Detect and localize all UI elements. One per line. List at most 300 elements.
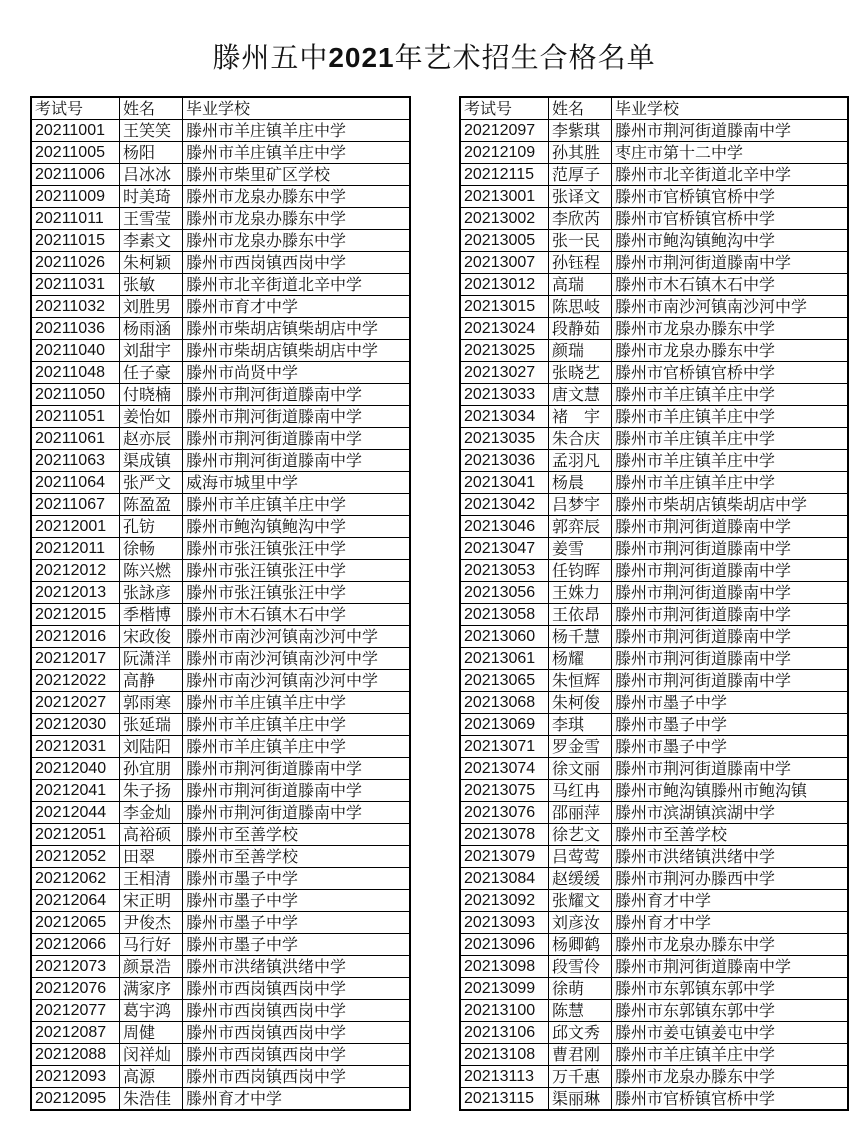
table-row <box>32 758 410 780</box>
exam-id-cell: 20213024 <box>461 318 549 340</box>
school-cell: 滕州市荆河办滕西中学 <box>612 868 848 890</box>
school-cell: 滕州市羊庄镇羊庄中学 <box>183 714 410 736</box>
exam-id-cell: 20211005 <box>32 142 120 164</box>
student-name-cell: 曹君刚 <box>549 1044 612 1066</box>
student-name-cell: 杨卿鹤 <box>549 934 612 956</box>
student-name-cell: 孔钫 <box>120 516 183 538</box>
exam-id-cell: 20212016 <box>32 626 120 648</box>
header-exam-id: 考试号 <box>32 98 120 120</box>
student-name-cell: 张詠彦 <box>120 582 183 604</box>
school-cell: 滕州市龙泉办滕东中学 <box>183 230 410 252</box>
student-name-cell: 朱浩佳 <box>120 1088 183 1110</box>
school-cell: 滕州市滨湖镇滨湖中学 <box>612 802 848 824</box>
student-name-cell: 张延瑞 <box>120 714 183 736</box>
title-year: 2021 <box>328 42 395 73</box>
table-row <box>461 186 848 208</box>
school-cell: 滕州市南沙河镇南沙河中学 <box>183 648 410 670</box>
table-row <box>461 626 848 648</box>
student-name-cell: 陈盈盈 <box>120 494 183 516</box>
exam-id-cell: 20211064 <box>32 472 120 494</box>
student-name-cell: 马红冉 <box>549 780 612 802</box>
student-name-cell: 任子豪 <box>120 362 183 384</box>
student-name-cell: 段静茹 <box>549 318 612 340</box>
table-row <box>32 362 410 384</box>
table-row <box>461 868 848 890</box>
table-row <box>32 802 410 824</box>
school-cell: 滕州市荆河街道滕南中学 <box>612 626 848 648</box>
student-name-cell: 褚 宇 <box>549 406 612 428</box>
table-row <box>32 208 410 230</box>
student-name-cell: 杨阳 <box>120 142 183 164</box>
table-row <box>32 472 410 494</box>
student-name-cell: 赵缓缓 <box>549 868 612 890</box>
table-row <box>32 1088 410 1110</box>
student-name-cell: 高静 <box>120 670 183 692</box>
table-row <box>461 164 848 186</box>
table-row <box>461 318 848 340</box>
student-name-cell: 张严文 <box>120 472 183 494</box>
table-row <box>32 230 410 252</box>
school-cell: 滕州育才中学 <box>612 912 848 934</box>
exam-id-cell: 20211006 <box>32 164 120 186</box>
school-cell: 滕州市荆河街道滕南中学 <box>183 802 410 824</box>
table-row <box>32 186 410 208</box>
table-row <box>461 780 848 802</box>
school-cell: 滕州市张汪镇张汪中学 <box>183 538 410 560</box>
exam-id-cell: 20213079 <box>461 846 549 868</box>
student-name-cell: 朱柯俊 <box>549 692 612 714</box>
exam-id-cell: 20213061 <box>461 648 549 670</box>
school-cell: 滕州市西岗镇西岗中学 <box>183 252 410 274</box>
school-cell: 滕州市柴胡店镇柴胡店中学 <box>183 340 410 362</box>
school-cell: 滕州市张汪镇张汪中学 <box>183 582 410 604</box>
exam-id-cell: 20212015 <box>32 604 120 626</box>
student-name-cell: 任钧晖 <box>549 560 612 582</box>
school-cell: 滕州市墨子中学 <box>612 714 848 736</box>
table-row <box>461 1000 848 1022</box>
exam-id-cell: 20211050 <box>32 384 120 406</box>
student-name-cell: 杨雨涵 <box>120 318 183 340</box>
exam-id-cell: 20213106 <box>461 1022 549 1044</box>
table-row <box>32 868 410 890</box>
table-row <box>461 824 848 846</box>
student-name-cell: 杨千慧 <box>549 626 612 648</box>
school-cell: 滕州市西岗镇西岗中学 <box>183 1022 410 1044</box>
school-cell: 滕州市尚贤中学 <box>183 362 410 384</box>
school-cell: 滕州市张汪镇张汪中学 <box>183 560 410 582</box>
student-name-cell: 渠丽琳 <box>549 1088 612 1110</box>
exam-id-cell: 20211067 <box>32 494 120 516</box>
student-name-cell: 郭弈辰 <box>549 516 612 538</box>
school-cell: 滕州市柴胡店镇柴胡店中学 <box>612 494 848 516</box>
exam-id-cell: 20211031 <box>32 274 120 296</box>
table-row <box>32 538 410 560</box>
student-name-cell: 阮潇洋 <box>120 648 183 670</box>
exam-id-cell: 20211032 <box>32 296 120 318</box>
exam-id-cell: 20211015 <box>32 230 120 252</box>
student-name-cell: 李素文 <box>120 230 183 252</box>
exam-id-cell: 20213007 <box>461 252 549 274</box>
exam-id-cell: 20212087 <box>32 1022 120 1044</box>
student-name-cell: 吕冰冰 <box>120 164 183 186</box>
table-row <box>32 428 410 450</box>
student-name-cell: 王依昂 <box>549 604 612 626</box>
exam-id-cell: 20212027 <box>32 692 120 714</box>
table-row <box>461 494 848 516</box>
table-row <box>32 912 410 934</box>
student-name-cell: 付晓楠 <box>120 384 183 406</box>
table-row <box>32 450 410 472</box>
student-name-cell: 宋政俊 <box>120 626 183 648</box>
school-cell: 滕州市龙泉办滕东中学 <box>183 186 410 208</box>
exam-id-cell: 20213069 <box>461 714 549 736</box>
exam-id-cell: 20212030 <box>32 714 120 736</box>
table-row <box>461 142 848 164</box>
table-row <box>32 714 410 736</box>
exam-id-cell: 20213100 <box>461 1000 549 1022</box>
table-row <box>32 296 410 318</box>
table-row <box>461 1022 848 1044</box>
school-cell: 滕州市羊庄镇羊庄中学 <box>612 428 848 450</box>
table-row <box>32 670 410 692</box>
school-cell: 滕州市羊庄镇羊庄中学 <box>612 406 848 428</box>
student-name-cell: 邱文秀 <box>549 1022 612 1044</box>
exam-id-cell: 20212064 <box>32 890 120 912</box>
exam-id-cell: 20213005 <box>461 230 549 252</box>
table-row <box>461 802 848 824</box>
table-row <box>32 648 410 670</box>
exam-id-cell: 20212040 <box>32 758 120 780</box>
student-name-cell: 李金灿 <box>120 802 183 824</box>
exam-id-cell: 20213092 <box>461 890 549 912</box>
exam-id-cell: 20212077 <box>32 1000 120 1022</box>
school-cell: 滕州市羊庄镇羊庄中学 <box>612 450 848 472</box>
school-cell: 滕州市羊庄镇羊庄中学 <box>183 494 410 516</box>
table-row <box>32 406 410 428</box>
exam-id-cell: 20213084 <box>461 868 549 890</box>
table-row <box>32 1000 410 1022</box>
table-row <box>461 538 848 560</box>
student-name-cell: 满家序 <box>120 978 183 1000</box>
school-cell: 滕州市育才中学 <box>183 296 410 318</box>
school-cell: 滕州市荆河街道滕南中学 <box>183 384 410 406</box>
exam-id-cell: 20212066 <box>32 934 120 956</box>
student-name-cell: 王笑笑 <box>120 120 183 142</box>
table-row <box>32 934 410 956</box>
exam-id-cell: 20212017 <box>32 648 120 670</box>
exam-id-cell: 20212012 <box>32 560 120 582</box>
table-row <box>32 736 410 758</box>
table-row <box>461 384 848 406</box>
exam-id-cell: 20213046 <box>461 516 549 538</box>
table-row <box>461 846 848 868</box>
student-name-cell: 朱恒辉 <box>549 670 612 692</box>
table-row <box>32 890 410 912</box>
exam-id-cell: 20213074 <box>461 758 549 780</box>
student-name-cell: 张译文 <box>549 186 612 208</box>
table-row <box>32 846 410 868</box>
table-row <box>32 164 410 186</box>
exam-id-cell: 20213071 <box>461 736 549 758</box>
table-row <box>461 934 848 956</box>
table-row <box>32 956 410 978</box>
exam-id-cell: 20213042 <box>461 494 549 516</box>
school-cell: 滕州市南沙河镇南沙河中学 <box>612 296 848 318</box>
exam-id-cell: 20213093 <box>461 912 549 934</box>
exam-id-cell: 20213015 <box>461 296 549 318</box>
school-cell: 滕州市北辛街道北辛中学 <box>612 164 848 186</box>
exam-id-cell: 20213075 <box>461 780 549 802</box>
exam-id-cell: 20212052 <box>32 846 120 868</box>
school-cell: 滕州市洪绪镇洪绪中学 <box>183 956 410 978</box>
table-row <box>461 736 848 758</box>
school-cell: 滕州市羊庄镇羊庄中学 <box>183 736 410 758</box>
school-cell: 滕州市鲍沟镇滕州市鲍沟镇 <box>612 780 848 802</box>
exam-id-cell: 20213108 <box>461 1044 549 1066</box>
table-row <box>461 252 848 274</box>
school-cell: 滕州市荆河街道滕南中学 <box>612 758 848 780</box>
table-row <box>461 714 848 736</box>
school-cell: 滕州市官桥镇官桥中学 <box>612 1088 848 1110</box>
student-name-cell: 刘陆阳 <box>120 736 183 758</box>
student-name-cell: 范厚子 <box>549 164 612 186</box>
exam-id-cell: 20212013 <box>32 582 120 604</box>
school-cell: 滕州市官桥镇官桥中学 <box>612 362 848 384</box>
student-name-cell: 唐文慧 <box>549 384 612 406</box>
exam-id-cell: 20212115 <box>461 164 549 186</box>
school-cell: 滕州市墨子中学 <box>612 736 848 758</box>
table-row <box>461 604 848 626</box>
student-name-cell: 杨晨 <box>549 472 612 494</box>
table-row <box>32 516 410 538</box>
table-row <box>32 824 410 846</box>
table-row <box>461 296 848 318</box>
school-cell: 滕州市官桥镇官桥中学 <box>612 208 848 230</box>
school-cell: 滕州市荆河街道滕南中学 <box>612 956 848 978</box>
table-row <box>32 1022 410 1044</box>
student-name-cell: 朱合庆 <box>549 428 612 450</box>
student-name-cell: 渠成镇 <box>120 450 183 472</box>
school-cell: 滕州市龙泉办滕东中学 <box>612 318 848 340</box>
student-name-cell: 罗金雪 <box>549 736 612 758</box>
student-name-cell: 陈兴燃 <box>120 560 183 582</box>
student-name-cell: 朱子扬 <box>120 780 183 802</box>
exam-id-cell: 20211036 <box>32 318 120 340</box>
table-row <box>461 956 848 978</box>
exam-id-cell: 20211048 <box>32 362 120 384</box>
student-name-cell: 徐文丽 <box>549 758 612 780</box>
student-name-cell: 田翠 <box>120 846 183 868</box>
exam-id-cell: 20212011 <box>32 538 120 560</box>
school-cell: 滕州市荆河街道滕南中学 <box>612 120 848 142</box>
student-name-cell: 吕莺莺 <box>549 846 612 868</box>
table-row <box>461 340 848 362</box>
school-cell: 滕州市墨子中学 <box>183 890 410 912</box>
exam-id-cell: 20213099 <box>461 978 549 1000</box>
exam-id-cell: 20213035 <box>461 428 549 450</box>
student-name-cell: 张晓艺 <box>549 362 612 384</box>
table-row <box>461 758 848 780</box>
table-row <box>461 890 848 912</box>
school-cell: 滕州市羊庄镇羊庄中学 <box>612 472 848 494</box>
table-header-row <box>32 98 410 120</box>
student-name-cell: 季楷博 <box>120 604 183 626</box>
exam-id-cell: 20213002 <box>461 208 549 230</box>
school-cell: 滕州市羊庄镇羊庄中学 <box>183 142 410 164</box>
school-cell: 滕州市鲍沟镇鲍沟中学 <box>183 516 410 538</box>
school-cell: 滕州市柴胡店镇柴胡店中学 <box>183 318 410 340</box>
exam-id-cell: 20211011 <box>32 208 120 230</box>
exam-id-cell: 20212022 <box>32 670 120 692</box>
exam-id-cell: 20213060 <box>461 626 549 648</box>
header-exam-id: 考试号 <box>461 98 549 120</box>
school-cell: 滕州市东郭镇东郭中学 <box>612 1000 848 1022</box>
school-cell: 滕州市荆河街道滕南中学 <box>612 604 848 626</box>
table-row <box>461 450 848 472</box>
school-cell: 滕州市荆河街道滕南中学 <box>612 516 848 538</box>
school-cell: 滕州市木石镇木石中学 <box>183 604 410 626</box>
school-cell: 滕州市西岗镇西岗中学 <box>183 1044 410 1066</box>
student-name-cell: 葛宇鸿 <box>120 1000 183 1022</box>
exam-id-cell: 20212031 <box>32 736 120 758</box>
exam-id-cell: 20212095 <box>32 1088 120 1110</box>
school-cell: 滕州育才中学 <box>183 1088 410 1110</box>
table-row <box>461 516 848 538</box>
exam-id-cell: 20213076 <box>461 802 549 824</box>
student-name-cell: 王相清 <box>120 868 183 890</box>
student-name-cell: 段雪伶 <box>549 956 612 978</box>
table-row <box>461 208 848 230</box>
table-row <box>461 230 848 252</box>
exam-id-cell: 20213113 <box>461 1066 549 1088</box>
school-cell: 滕州市至善学校 <box>612 824 848 846</box>
school-cell: 滕州市荆河街道滕南中学 <box>612 648 848 670</box>
exam-id-cell: 20211009 <box>32 186 120 208</box>
header-name: 姓名 <box>120 98 183 120</box>
table-row <box>32 274 410 296</box>
table-row <box>32 604 410 626</box>
school-cell: 滕州市官桥镇官桥中学 <box>612 186 848 208</box>
table-row <box>32 692 410 714</box>
table-row <box>461 912 848 934</box>
header-school: 毕业学校 <box>183 98 410 120</box>
exam-id-cell: 20213001 <box>461 186 549 208</box>
school-cell: 滕州育才中学 <box>612 890 848 912</box>
title-suffix: 年艺术招生合格名单 <box>394 41 656 74</box>
table-row <box>32 252 410 274</box>
exam-id-cell: 20213078 <box>461 824 549 846</box>
school-cell: 滕州市荆河街道滕南中学 <box>183 406 410 428</box>
table-row <box>461 1044 848 1066</box>
school-cell: 滕州市西岗镇西岗中学 <box>183 1000 410 1022</box>
student-name-cell: 高源 <box>120 1066 183 1088</box>
school-cell: 滕州市荆河街道滕南中学 <box>183 780 410 802</box>
school-cell: 滕州市墨子中学 <box>183 912 410 934</box>
table-row <box>461 692 848 714</box>
title-prefix: 滕州五中 <box>212 41 329 74</box>
exam-id-cell: 20213027 <box>461 362 549 384</box>
exam-id-cell: 20212109 <box>461 142 549 164</box>
student-name-cell: 宋正明 <box>120 890 183 912</box>
school-cell: 滕州市龙泉办滕东中学 <box>183 208 410 230</box>
table-row <box>32 1044 410 1066</box>
school-cell: 滕州市墨子中学 <box>612 692 848 714</box>
exam-id-cell: 20212041 <box>32 780 120 802</box>
school-cell: 滕州市龙泉办滕东中学 <box>612 1066 848 1088</box>
student-name-cell: 姜怡如 <box>120 406 183 428</box>
table-row <box>32 494 410 516</box>
exam-id-cell: 20213098 <box>461 956 549 978</box>
exam-id-cell: 20212088 <box>32 1044 120 1066</box>
student-name-cell: 陈思岐 <box>549 296 612 318</box>
student-name-cell: 李欣芮 <box>549 208 612 230</box>
table-row <box>461 582 848 604</box>
left-roster-table <box>31 97 410 1110</box>
student-name-cell: 孙其胜 <box>549 142 612 164</box>
table-row <box>32 978 410 1000</box>
student-name-cell: 李琪 <box>549 714 612 736</box>
exam-id-cell: 20211001 <box>32 120 120 142</box>
exam-id-cell: 20213025 <box>461 340 549 362</box>
table-row <box>461 978 848 1000</box>
student-name-cell: 姜雪 <box>549 538 612 560</box>
school-cell: 滕州市南沙河镇南沙河中学 <box>183 670 410 692</box>
school-cell: 滕州市荆河街道滕南中学 <box>183 758 410 780</box>
school-cell: 滕州市荆河街道滕南中学 <box>612 252 848 274</box>
exam-id-cell: 20212097 <box>461 120 549 142</box>
exam-id-cell: 20211040 <box>32 340 120 362</box>
table-row <box>32 626 410 648</box>
exam-id-cell: 20211063 <box>32 450 120 472</box>
exam-id-cell: 20213115 <box>461 1088 549 1110</box>
exam-id-cell: 20212062 <box>32 868 120 890</box>
student-name-cell: 尹俊杰 <box>120 912 183 934</box>
exam-id-cell: 20213034 <box>461 406 549 428</box>
table-row <box>461 472 848 494</box>
table-row <box>32 780 410 802</box>
student-name-cell: 刘胜男 <box>120 296 183 318</box>
exam-id-cell: 20212001 <box>32 516 120 538</box>
student-name-cell: 赵亦辰 <box>120 428 183 450</box>
table-row <box>461 1066 848 1088</box>
school-cell: 滕州市荆河街道滕南中学 <box>612 670 848 692</box>
table-row <box>32 582 410 604</box>
table-row <box>32 1066 410 1088</box>
school-cell: 滕州市至善学校 <box>183 824 410 846</box>
student-name-cell: 马行好 <box>120 934 183 956</box>
school-cell: 滕州市荆河街道滕南中学 <box>612 538 848 560</box>
school-cell: 滕州市羊庄镇羊庄中学 <box>183 692 410 714</box>
exam-id-cell: 20212065 <box>32 912 120 934</box>
table-row <box>32 318 410 340</box>
table-row <box>32 560 410 582</box>
exam-id-cell: 20213058 <box>461 604 549 626</box>
table-row <box>461 560 848 582</box>
school-cell: 威海市城里中学 <box>183 472 410 494</box>
student-name-cell: 李紫琪 <box>549 120 612 142</box>
exam-id-cell: 20213033 <box>461 384 549 406</box>
school-cell: 滕州市南沙河镇南沙河中学 <box>183 626 410 648</box>
school-cell: 滕州市柴里矿区学校 <box>183 164 410 186</box>
exam-id-cell: 20211051 <box>32 406 120 428</box>
table-row <box>461 274 848 296</box>
exam-id-cell: 20213053 <box>461 560 549 582</box>
exam-id-cell: 20212051 <box>32 824 120 846</box>
student-name-cell: 徐艺文 <box>549 824 612 846</box>
exam-id-cell: 20213041 <box>461 472 549 494</box>
table-row <box>461 648 848 670</box>
exam-id-cell: 20213012 <box>461 274 549 296</box>
